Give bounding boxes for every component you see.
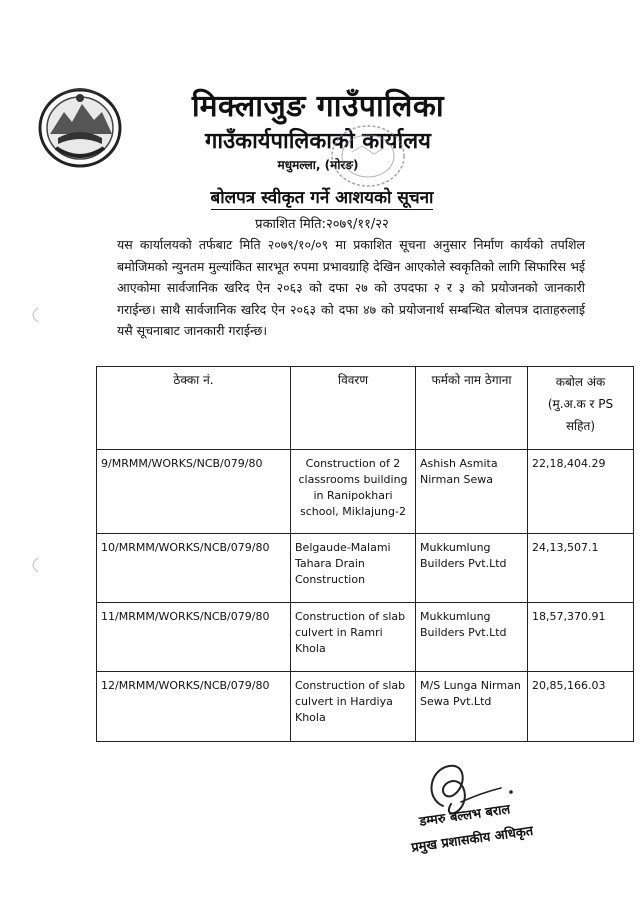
firm-cell: M/S Lunga Nirman Sewa Pvt.Ltd bbox=[416, 672, 528, 742]
office-name: गाउँकार्यपालिकाको कार्यालय bbox=[205, 129, 431, 154]
table-row bbox=[97, 672, 634, 742]
amount-cell: 22,18,404.29 bbox=[528, 450, 634, 534]
table-row bbox=[97, 603, 634, 672]
header-firm: फर्मको नाम ठेगाना bbox=[416, 367, 528, 450]
description-cell: Construction of 2 classrooms building in Ranipokhari school, Miklajung-2 bbox=[291, 450, 416, 534]
table-row bbox=[97, 534, 634, 603]
header-bid-amount: कबोल अंक (मु.अ.क र PS सहित) bbox=[528, 367, 634, 450]
firm-cell: Ashish Asmita Nirman Sewa bbox=[416, 450, 528, 534]
description-cell: Belgaude-Malami Tahara Drain Construction bbox=[291, 534, 416, 603]
nepal-emblem-icon bbox=[36, 82, 124, 170]
amount-cell: 20,85,166.03 bbox=[528, 672, 634, 742]
contract-no-cell: 9/MRMM/WORKS/NCB/079/80 bbox=[97, 450, 291, 534]
bid-table bbox=[96, 366, 634, 742]
contract-no-cell: 10/MRMM/WORKS/NCB/079/80 bbox=[97, 534, 291, 603]
contract-no-cell: 11/MRMM/WORKS/NCB/079/80 bbox=[97, 603, 291, 672]
office-address: मधुमल्ला, (मोरङ) bbox=[277, 158, 359, 172]
amount-cell: 24,13,507.1 bbox=[528, 534, 634, 603]
header-description: विवरण bbox=[291, 367, 416, 450]
signatory-name: डम्मरु बल्लभ बराल bbox=[418, 802, 512, 830]
table-header-row bbox=[97, 367, 634, 450]
firm-cell: Mukkumlung Builders Pvt.Ltd bbox=[416, 534, 528, 603]
table-row bbox=[97, 450, 634, 534]
firm-cell: Mukkumlung Builders Pvt.Ltd bbox=[416, 603, 528, 672]
header-contract-no: ठेक्का नं. bbox=[97, 367, 291, 450]
scan-mark-icon bbox=[26, 306, 40, 324]
contract-no-cell: 12/MRMM/WORKS/NCB/079/80 bbox=[97, 672, 291, 742]
scan-mark-icon bbox=[26, 556, 40, 574]
notice-body: यस कार्यालयको तर्फबाट मिति २०७९/१०/०९ मा प्रकाशित सूचना अनुसार निर्माण कार्यको तपशिल बमोजिमको न्युनतम मुल्यांकित सारभूत रुपमा प्रभावग्राहि देखिन आएकोले स्वकृतिको लागि सिफारिस भई आएकोमा सार्वजानिक खरिद ऐन २०६३ को दफा २७ को उपदफा २ र ३ को प्रयोजनको जानकारी गराईन्छ। साथै सार्वजानिक खरिद ऐन २०६३ को दफा ४७ को प्रयोजनार्थ सम्बन्धित बोलपत्र दाताहरुलाई यसै सूचनाबाट जानकारी गराईन्छ। bbox=[117, 237, 585, 338]
signatory-title: प्रमुख प्रशासकीय अधिकृत bbox=[410, 823, 535, 856]
published-date: प्रकाशित मिति:२०७९/११/२२ bbox=[255, 217, 389, 232]
notice-title: बोलपत्र स्वीकृत गर्ने आशयको सूचना bbox=[210, 188, 434, 208]
municipality-name: मिक्लाजुङ गाउँपालिका bbox=[191, 89, 445, 124]
description-cell: Construction of slab culvert in Ramri Khola bbox=[291, 603, 416, 672]
amount-cell: 18,57,370.91 bbox=[528, 603, 634, 672]
description-cell: Construction of slab culvert in Hardiya Khola bbox=[291, 672, 416, 742]
